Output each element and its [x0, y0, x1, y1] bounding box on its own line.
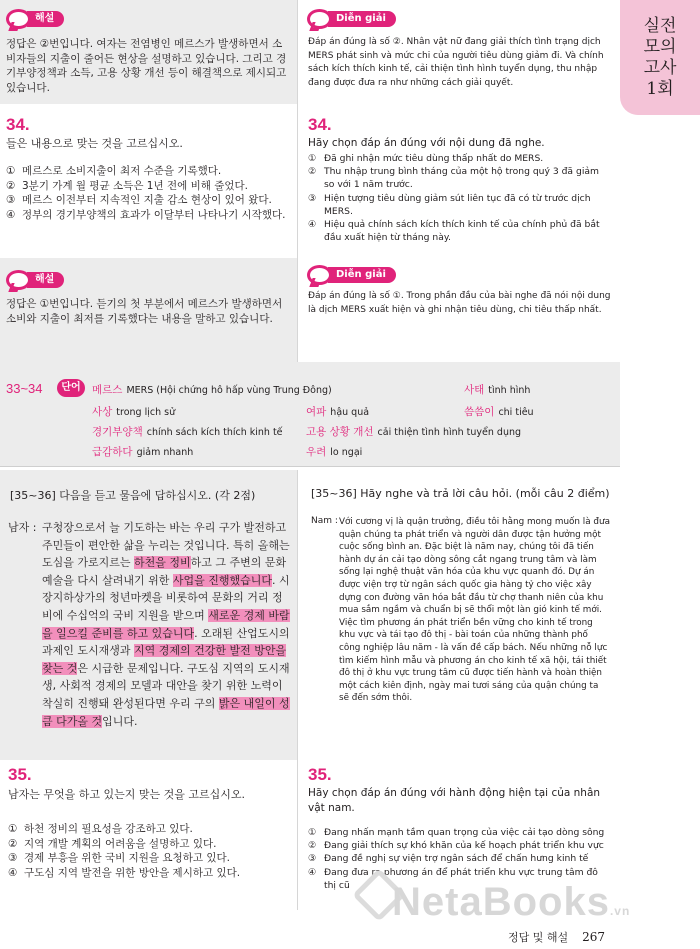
vocab-item: 사상 trong lịch sử	[92, 406, 176, 418]
vocab-item: 사태 tình hình	[464, 384, 531, 396]
vocab-item: 고용 상황 개선 cải thiện tình hình tuyển dụng	[306, 426, 522, 438]
chapter-tab[interactable]	[620, 0, 700, 115]
speech-bubble-icon	[6, 9, 31, 29]
question-number: 35.	[308, 765, 332, 784]
vocab-item: 경기부양책 chính sách kích thích kinh tế	[92, 426, 283, 438]
speech-bubble-icon	[6, 270, 31, 290]
vocab-item: 급감하다 giảm nhanh	[92, 446, 194, 458]
speech-bubble-icon	[307, 9, 332, 29]
question-number: 34.	[6, 115, 30, 134]
option[interactable]: ② Đang giải thích sự khó khăn của kế hoạch phát triển khu vực	[308, 840, 604, 852]
kr-answer-text: 정답은 ②번입니다. 여자는 전염병인 메르스가 발생하면서 소비자들의 지출이 줄어든 현상을 설명하고 있습니다. 그리고 경기부양정책과 소득, 고용 상황 개선 등이 해결책으로 제시되고 있습니다.	[6, 38, 287, 94]
option[interactable]: ① 메르스로 소비지출이 최저 수준을 기록했다.	[6, 165, 222, 177]
watermark: NetaBooks.vn	[392, 880, 631, 924]
option[interactable]: ① 하천 정비의 필요성을 강조하고 있다.	[8, 823, 193, 835]
option[interactable]: ③ Đang đề nghị sự viện trợ ngân sách để chấn hưng kinh tế	[308, 853, 589, 865]
kr-speaker-label: 남자 :	[8, 521, 37, 534]
option[interactable]: ④ Đang đưa ra phương án để phát triển khu vực trung tâm đô thị cũ	[308, 866, 598, 891]
speech-bubble-icon	[307, 265, 332, 285]
highlighted-phrase: 사업을 진행했습니다	[172, 573, 273, 587]
option[interactable]: ③ 경제 부흥을 위한 국비 지원을 요청하고 있다.	[8, 852, 230, 864]
option[interactable]: ③ Hiện tượng tiêu dùng giảm sút liên tục đã có từ trước dịch MERS.	[308, 192, 591, 217]
column-divider-top	[297, 0, 298, 362]
option[interactable]: ③ 메르스 이전부터 지속적인 지출 감소 현상이 있어 왔다.	[6, 194, 272, 206]
vn-section-instruction: [35~36] Hãy nghe và trả lời câu hỏi. (mỗi câu 2 điểm)	[311, 487, 610, 500]
kr-answer-text: 정답은 ①번입니다. 듣기의 첫 부분에서 메르스가 발생하면서 소비와 지출이 최저를 기록했다는 내용을 말하고 있습니다.	[6, 298, 283, 325]
page-footer	[508, 929, 605, 945]
vn-explanation-badge: Diễn giải	[307, 8, 396, 30]
vn-listening-passage: Với cương vị là quận trưởng, điều tôi hằng mong muốn là đưa quận chúng ta phát triển và người dân được tận hưởng một cuộc sống bình an. Đặc biệt là năm nay, chúng tôi đã tiến hành dự án cải tạo dòng sông cắt ngang trung tâm và làm sống lại nghệ thuật văn hóa của khu vực quanh đó. Dự án được viện trợ từ ngân sách quốc gia hàng tỷ cho việc xây dựng con đường văn hóa bắt đầu từ chợ thanh niên của khu mua sắm ngầm và chuẩn bị sẽ thổi một làn gió kinh tế mới. Việc tìm phương án phát triển bền vững cho kinh tế trong khu vực và tái tạo đô thị - bài toán của những thành phố công nghiệp lâu năm - là vấn đề cấp bách. Nếu những nỗ lực tìm kiếm hình mẫu và phương án cho kinh tế xã hội, tái thiết đô thị ở khu vực trung tâm cũ được tiến hành và hoàn thiện một cách kiên định, ngày mai tươi sáng của quận chúng ta sẽ đến sớm thôi.	[339, 517, 610, 704]
chapter-tab-line: 고사	[643, 57, 677, 78]
vn-question-stem: Hãy chọn đáp án đúng với nội dung đã nghe.	[308, 137, 545, 149]
option[interactable]: ① Đã ghi nhận mức tiêu dùng thấp nhất do MERS.	[308, 153, 544, 164]
vocab-tag: 단어	[57, 379, 85, 397]
page-number: 267	[582, 930, 606, 944]
option[interactable]: ② Thu nhập trung bình tháng của một hộ trong quý 3 đã giảm so với 1 năm trước.	[308, 166, 599, 191]
highlighted-phrase: 새로운 경제 바람을 일으킬 준비를 하고 있습니다	[42, 608, 290, 640]
vn-answer-text: Đáp án đúng là số ②. Nhân vật nữ đang giải thích tình trạng dịch MERS phát sinh và mức chi của người tiêu dùng giảm đi. Và chính sách kích thích kinh tế, cải thiện tình hình tuyển dụng, thu nhập đang được đưa ra như những cách giải quyết.	[308, 37, 604, 88]
kr-options	[6, 164, 292, 222]
kr-section-instruction: [35~36] 다음을 듣고 물음에 답하십시오. (각 2점)	[10, 489, 256, 502]
vocab-item: 씀씀이 chi tiêu	[464, 406, 534, 418]
option[interactable]: ④ Hiệu quả chính sách kích thích kinh tế của chính phủ đã bắt đầu xuất hiện từ tháng này.	[308, 219, 600, 244]
option[interactable]: ④ 정부의 경기부양책의 효과가 이달부터 나타나기 시작했다.	[6, 208, 286, 221]
vocab-item: 우려 lo ngại	[306, 446, 363, 458]
highlighted-phrase: 하천을 정비	[134, 556, 191, 570]
highlighted-phrase: 지역 경제의 건강한 발전 방안을 찾는 것	[42, 644, 287, 675]
vn-answer-text: Đáp án đúng là số ①. Trong phần đầu của bài nghe đã nói nội dung là dịch MERS xuất hiện và ghi nhận tiêu dùng, chi tiêu thấp nhất.	[308, 291, 611, 315]
chapter-tab-line: 실전	[643, 15, 677, 36]
chapter-tab-line: 모의	[643, 36, 677, 57]
footer-label: 정답 및 해설	[508, 931, 569, 944]
option[interactable]: ④ 구도심 지역 발전을 위한 방안을 제시하고 있다.	[8, 866, 241, 879]
vocab-item: 메르스 MERS (Hội chứng hô hấp vùng Trung Đông)	[92, 384, 332, 396]
question-number: 35.	[8, 765, 32, 784]
vn-question-stem: Hãy chọn đáp án đúng với hành động hiện tại của nhân vật nam.	[308, 787, 601, 814]
chapter-tab-line: 1회	[646, 78, 674, 99]
highlighted-phrase: 밝은 내일이 성큼 다가올 것	[42, 696, 290, 728]
kr-question-stem: 들은 내용으로 맞는 것을 고르십시오.	[6, 137, 183, 150]
kr-question-stem: 남자는 무엇을 하고 있는지 맞는 것을 고르십시오.	[8, 788, 245, 801]
option[interactable]: ① Đang nhấn mạnh tầm quan trọng của việc cải tạo dòng sông	[308, 827, 605, 838]
option[interactable]: ② 3분기 가계 월 평균 소득은 1년 전에 비해 줄었다.	[6, 179, 248, 192]
kr-explanation-badge: 해설	[6, 269, 64, 291]
column-divider-bottom	[297, 470, 298, 910]
vocab-item: 여파 hậu quả	[306, 406, 370, 418]
vn-explanation-badge: Diễn giải	[307, 264, 396, 286]
kr-listening-passage: 구청장으로서 늘 기도하는 바는 우리 구가 발전하고 주민들이 편안한 삶을 누리는 것입니다. 특히 올해는 도심을 가로지르는 하천을 정비하고 그 주변의 문화예술을 다시 살려내기 위한 사업을 진행했습니다. 시장지하상가의 청년마켓을 비롯하여 문화의 거리 정비에 수십억의 국비 지원을 받으며 새로운 경제 바람을 일으킬 준비를 하고 있습니다. 오래된 산업도시의 과제인 도시재생과 지역 경제의 건강한 발전 방안을 찾는 것은 시급한 문제입니다. 구도심 지역의 도시재생, 사회적 경제의 모델과 대안을 찾기 위한 노력이 착실히 진행돼 완성된다면 우리 구의 밝은 내일이 성큼 다가올 것입니다.	[42, 521, 290, 728]
question-number: 34.	[308, 115, 332, 134]
vn-speaker-label: Nam :	[311, 516, 338, 526]
section-divider	[0, 466, 620, 467]
kr-options	[8, 822, 294, 880]
vocab-range: 33~34	[6, 381, 43, 396]
vn-options	[308, 152, 608, 244]
option[interactable]: ② 지역 개발 계획의 어려움을 설명하고 있다.	[8, 837, 217, 850]
kr-explanation-badge: 해설	[6, 8, 64, 30]
